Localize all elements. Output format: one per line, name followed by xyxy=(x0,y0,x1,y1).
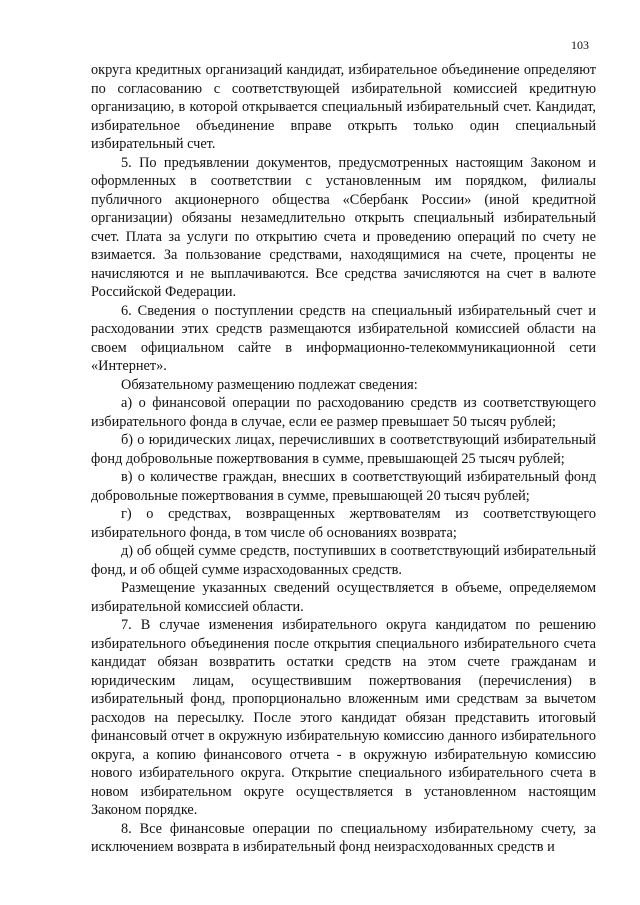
paragraph: 8. Все финансовые операции по специальному избирательному счету, за исключением возврата в избирательный фонд неизрасходованных средств и xyxy=(91,820,596,855)
paragraph: Обязательному размещению подлежат сведения: xyxy=(121,376,418,393)
paragraph: в) о количестве граждан, внесших в соответствующий избирательный фонд добровольные пожертвования в сумме, превышающей 20 тысяч рублей; xyxy=(91,469,596,504)
paragraph: 5. По предъявлении документов, предусмотренных настоящим Законом и оформленных в соответствии с установленным им порядком, филиалы публичного акционерного общества «Сбербанк России» (иной кредитной организации) обязаны незамедлительно открыть специальный избирательный счет. Плата за услуги по открытию счета и проведению операций по счету не взимается. За пользование средствами, находящимися на счете, проценты не начисляются и не выплачиваются. Все средства зачисляются на счет в валюте Российской Федерации. xyxy=(91,154,596,300)
page-number: 103 xyxy=(571,38,589,52)
paragraph: Размещение указанных сведений осуществляется в объеме, определяемом избирательной комиссией области. xyxy=(91,580,596,615)
paragraph: 6. Сведения о поступлении средств на специальный избирательный счет и расходовании этих средств размещаются избирательной комиссией области на своем официальном сайте в информационно-телекоммуникационной сети «Интернет». xyxy=(91,302,596,374)
document-body xyxy=(91,61,596,857)
paragraph: округа кредитных организаций кандидат, избирательное объединение определяют по согласованию с соответствующей избирательной комиссией кредитную организацию, в которой открывается специальный избирательный счет. Кандидат, избирательное объединение вправе открыть только один специальный избирательный счет. xyxy=(91,62,596,152)
paragraph: б) о юридических лицах, перечисливших в соответствующий избирательный фонд добровольные пожертвования в сумме, превышающей 25 тысяч рублей; xyxy=(91,432,596,467)
paragraph: а) о финансовой операции по расходованию средств из соответствующего избирательного фонда в случае, если ее размер превышает 50 тысяч рублей; xyxy=(91,395,596,430)
paragraph: г) о средствах, возвращенных жертвователям из соответствующего избирательного фонда, в том числе об основаниях возврата; xyxy=(91,506,596,541)
paragraph: 7. В случае изменения избирательного округа кандидатом по решению избирательного объединения после открытия специального избирательного счета кандидат обязан возвратить остатки средств на этом счете гражданам и юридическим лицам, осуществившим пожертвования (перечисления) в избирательный фонд, пропорционально вложенным ими средствам за вычетом расходов на пересылку. После этого кандидат обязан представить итоговый финансовый отчет в окружную избирательную комиссию данного избирательного округа, а копию финансового отчета - в окружную избирательную комиссию нового избирательного округа. Открытие специального избирательного счета в новом избирательном округе осуществляется в установленном настоящим Законом порядке. xyxy=(91,617,596,818)
paragraph: д) об общей сумме средств, поступивших в соответствующий избирательный фонд, и об общей сумме израсходованных средств. xyxy=(91,543,596,578)
